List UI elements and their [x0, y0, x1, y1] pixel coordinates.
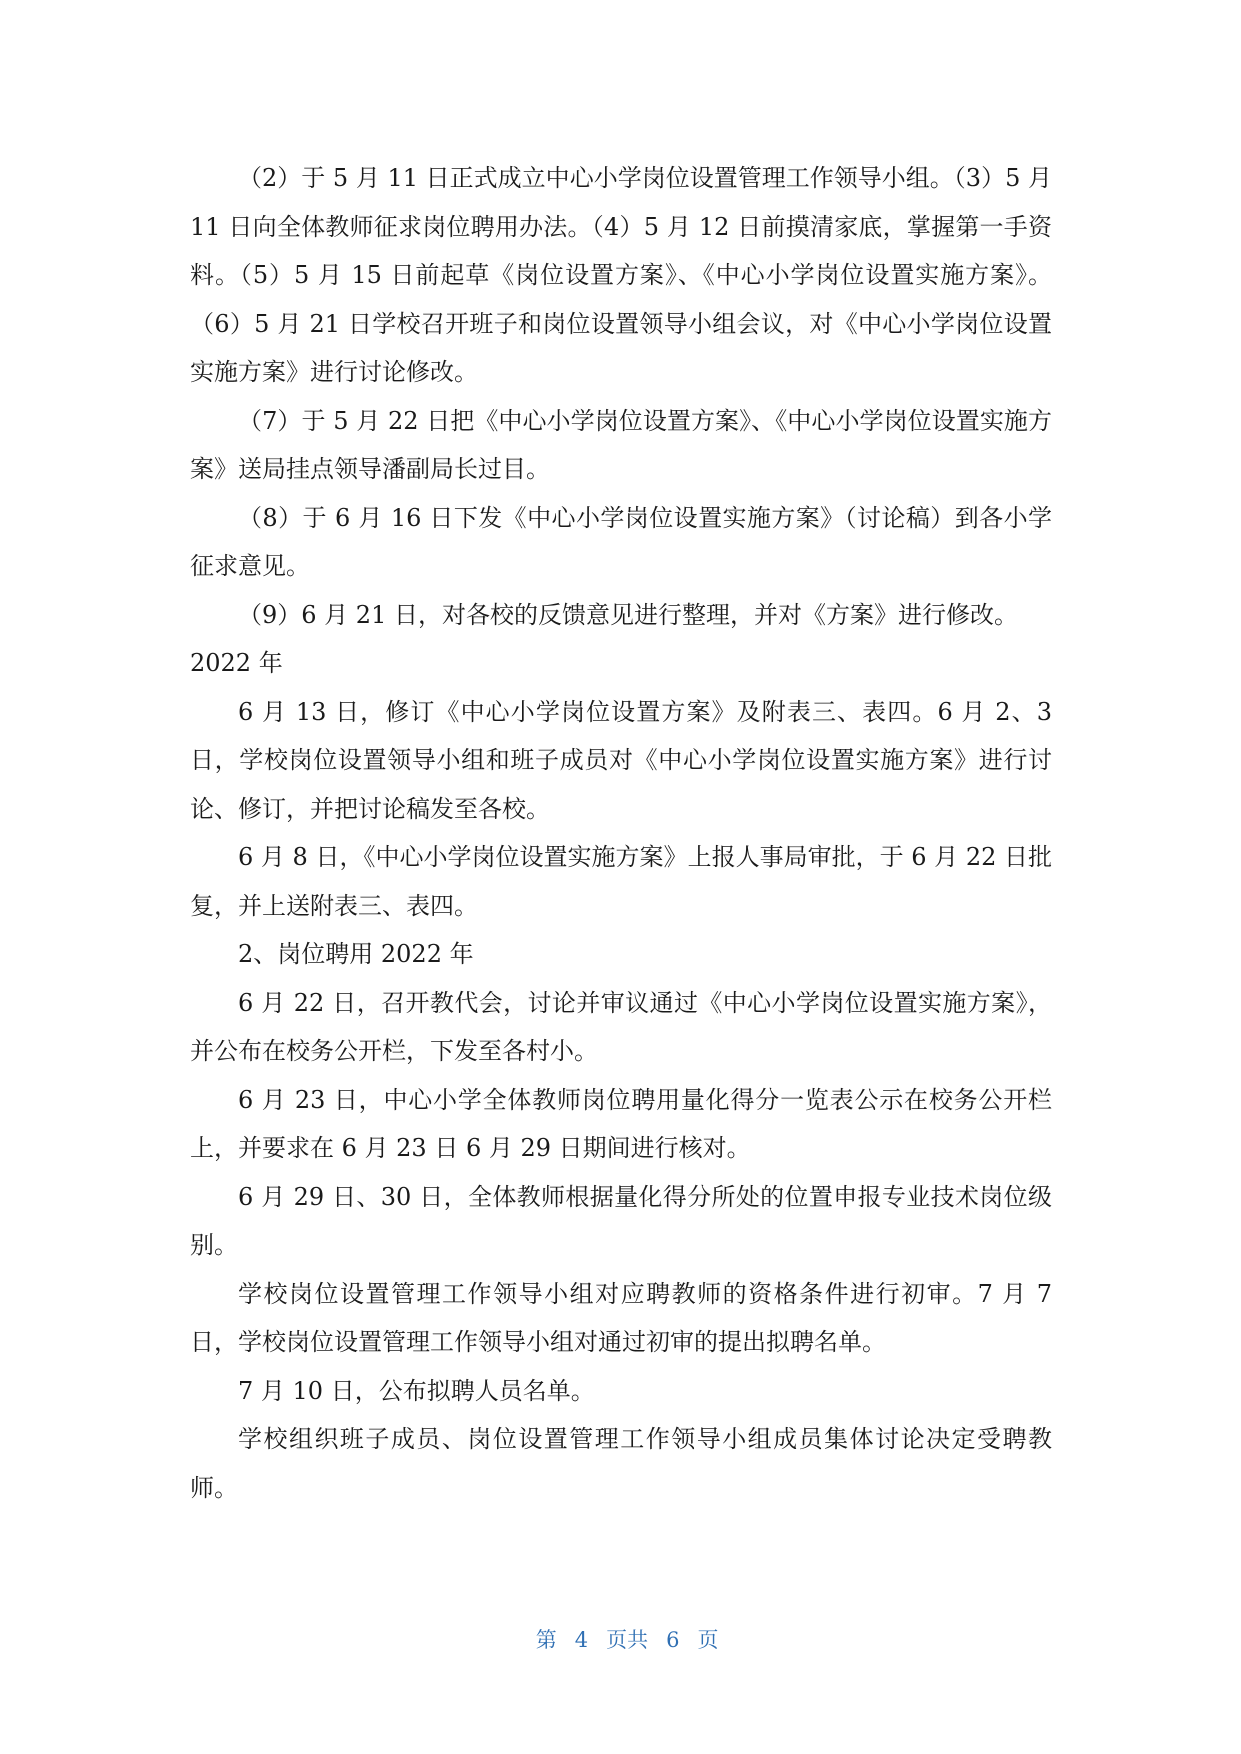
paragraph: （7）于 5 月 22 日把《中心小学岗位设置方案》、《中心小学岗位设置实施方案》送局挂点领导潘副局长过目。 [190, 406, 1052, 483]
paragraph: 2022 年 [190, 649, 283, 677]
paragraph: 6 月 13 日，修订《中心小学岗位设置方案》及附表三、表四。6 月 2、3 日，学校岗位设置领导小组和班子成员对《中心小学岗位设置实施方案》进行讨论、修订，并把讨论稿发至各校。 [190, 697, 1060, 823]
paragraph: 7 月 10 日，公布拟聘人员名单。 [238, 1376, 595, 1405]
paragraph: （2）于 5 月 11 日正式成立中心小学岗位设置管理工作领导小组。（3）5 月 11 日向全体教师征求岗位聘用办法。（4）5 月 12 日前摸清家底，掌握第一手资料。（5）5 月 15 日前起草《岗位设置方案》、《中心小学岗位设置实施方案》。（6）5 月 21 日学校召开班子和岗位设置领导小组会议，对《中心小学岗位设置实施方案》进行讨论修改。 [190, 164, 1060, 386]
footer-total-pages: 6 [666, 1628, 680, 1652]
page-footer [0, 1600, 1241, 1654]
paragraph: 6 月 22 日，召开教代会，讨论并审议通过《中心小学岗位设置实施方案》，并公布在校务公开栏，下发至各村小。 [190, 988, 1052, 1065]
paragraph: （8）于 6 月 16 日下发《中心小学岗位设置实施方案》（讨论稿）到各小学征求意见。 [190, 503, 1052, 580]
paragraph: 6 月 23 日，中心小学全体教师岗位聘用量化得分一览表公示在校务公开栏上，并要求在 6 月 23 日 6 月 29 日期间进行核对。 [190, 1085, 1052, 1162]
paragraph: 学校岗位设置管理工作领导小组对应聘教师的资格条件进行初审。7 月 7 日，学校岗位设置管理工作领导小组对通过初审的提出拟聘名单。 [190, 1279, 1060, 1356]
footer-current-page: 4 [574, 1628, 589, 1652]
paragraph: 6 月 29 日、30 日，全体教师根据量化得分所处的位置申报专业技术岗位级别。 [190, 1182, 1052, 1259]
document-body [190, 154, 1060, 1512]
footer-page-label: 第 [535, 1628, 557, 1652]
footer-of-label: 页共 [606, 1628, 649, 1652]
footer-end-label: 页 [697, 1628, 719, 1652]
section-heading: 2、岗位聘用 2022 年 [238, 940, 474, 968]
paragraph: 6 月 8 日，《中心小学岗位设置实施方案》上报人事局审批，于 6 月 22 日批复，并上送附表三、表四。 [190, 843, 1052, 920]
paragraph: （9）6 月 21 日，对各校的反馈意见进行整理，并对《方案》进行修改。 [238, 600, 1018, 629]
paragraph: 学校组织班子成员、岗位设置管理工作领导小组成员集体讨论决定受聘教师。 [190, 1425, 1052, 1502]
